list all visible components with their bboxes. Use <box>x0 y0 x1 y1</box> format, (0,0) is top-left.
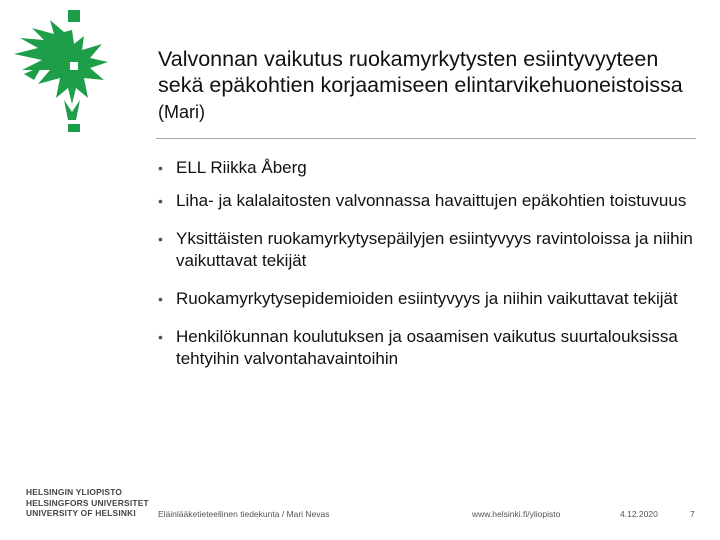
slide-title <box>158 46 698 125</box>
title-divider <box>156 138 696 139</box>
bullet-text: Henkilökunnan koulutuksen ja osaamisen vaikutus suurtalouksissa tehtyihin valvontahavaintoihin <box>176 327 678 368</box>
bullet-text: Ruokamyrkytysepidemioiden esiintyvyys ja niihin vaikuttavat tekijät <box>176 289 678 308</box>
footer-faculty: Eläinlääketieteellinen tiedekunta / Mari Nevas <box>158 509 330 519</box>
bullet-marker: • <box>158 160 163 176</box>
bullet-list <box>156 157 696 370</box>
university-flame-logo <box>4 4 116 132</box>
bullet-item <box>156 228 696 272</box>
bullet-marker: • <box>158 329 163 345</box>
bullet-marker: • <box>158 291 163 307</box>
footer-page-number: 7 <box>690 509 695 519</box>
bullet-item <box>156 190 696 212</box>
slide-title-suffix: (Mari) <box>158 102 205 122</box>
bullet-text: Yksittäisten ruokamyrkytysepäilyjen esiintyvyys ravintoloissa ja niihin vaikuttavat tekijät <box>176 229 693 270</box>
footer-url: www.helsinki.fi/yliopisto <box>472 509 561 519</box>
university-name-en: UNIVERSITY OF HELSINKI <box>26 508 136 518</box>
university-name <box>26 487 149 519</box>
bullet-text: ELL Riikka Åberg <box>176 158 307 177</box>
bullet-marker: • <box>158 231 163 247</box>
university-name-fi: HELSINGIN YLIOPISTO <box>26 487 123 497</box>
footer-date: 4.12.2020 <box>620 509 658 519</box>
bullet-text: Liha- ja kalalaitosten valvonnassa havaittujen epäkohtien toistuvuus <box>176 191 687 210</box>
university-name-sv: HELSINGFORS UNIVERSITET <box>26 497 149 508</box>
slide-title-main: Valvonnan vaikutus ruokamyrkytysten esiintyvyyteen sekä epäkohtien korjaamiseen elintarvikehuoneistoissa <box>158 47 683 97</box>
bullet-item <box>156 326 696 370</box>
bullet-item <box>156 157 696 179</box>
bullet-item <box>156 288 696 310</box>
bullet-marker: • <box>158 193 163 209</box>
